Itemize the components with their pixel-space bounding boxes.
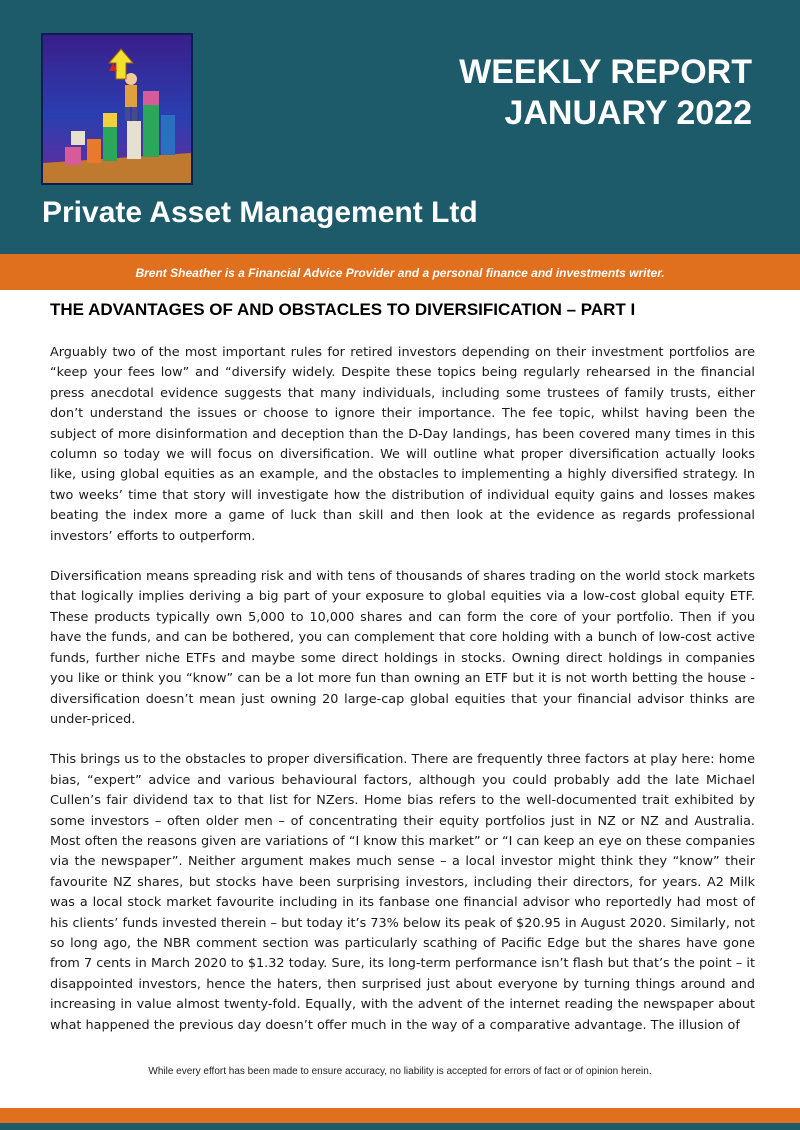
article-paragraph-3: This brings us to the obstacles to proper diversification. There are frequently three factors at play here: home bias, “expert” advice and various behavioural factors, although you could probably add the late Michael Cullen’s fair dividend tax to that list for NZers. Home bias refers to the well-documented trait exhibited by some investors – often older men – of concentrating their equity portfolios just in NZ or NZ and Australia. Most often the reasons given are variations of “I know this market” or “I can keep an eye on these companies via the newspaper”. Neither argument makes much sense – a local investor might think they “know” their favourite NZ shares, but stocks have been surprising investors, including their directors, for years. A2 Milk was a local stock market favourite including in its fanbase one financial advisor who reportedly had most of his clients’ funds invested therein – but today it’s 73% below its peak of $20.95 in August 2020. Similarly, not so long ago, the NBR comment section was particularly scathing of Pacific Edge but the shares have gone from 7 cents in March 2020 to $1.32 today. Sure, its long-term performance isn’t flash but that’s the point – it disappointed investors, hence the haters, then surprised just about everyone by turning things around and increasing in value almost twenty-fold. Equally, with the advent of the internet reading the newspaper about what happened the previous day doesn’t offer much in the way of a comparative advantage. The illusion of: [50, 752, 755, 1033]
article-paragraph-1: Arguably two of the most important rules for retired investors depending on their investment portfolios are “keep your fees low” and “diversify widely. Despite these topics being regularly rehearsed in the financial press anecdotal evidence suggests that many individuals, including some trustees of family trusts, either don’t understand the issues or choose to ignore their importance. The fee topic, whilst having been the subject of more disinformation and deception than the D-Day landings, has been covered many times in this column so today we will focus on diversification. We will outline what proper diversification actually looks like, using global equities as an example, and the obstacles to implementing a highly diversified strategy. In two weeks’ time that story will investigate how the distribution of individual equity gains and losses makes beating the index more a game of luck than skill and then look at the evidence as regards professional investors’ efforts to outperform.: [50, 345, 755, 544]
author-banner: Brent Sheather is a Financial Advice Provider and a personal finance and investments writer.: [0, 254, 800, 290]
report-header: [0, 0, 800, 254]
rising-bar-graph-arrow-icon: [41, 33, 193, 185]
footer-bar: [0, 1108, 800, 1130]
report-title-line-1: WEEKLY REPORT: [459, 53, 752, 91]
article-body: [50, 343, 755, 1056]
report-title: [459, 52, 752, 134]
article-headline: THE ADVANTAGES OF AND OBSTACLES TO DIVERSIFICATION – PART I: [50, 300, 636, 319]
report-title-line-2: JANUARY 2022: [504, 94, 752, 132]
disclaimer: While every effort has been made to ensure accuracy, no liability is accepted for errors of fact or of opinion herein.: [148, 1066, 652, 1077]
article-paragraph-2: Diversification means spreading risk and with tens of thousands of shares trading on the world stock markets that logically implies deriving a big part of your exposure to global equities via a low-cost global equity ETF. These products typically own 5,000 to 10,000 shares and can form the core of your portfolio. Then if you have the funds, and can be bothered, you can complement that core holding with a bunch of low-cost active funds, further niche ETFs and maybe some direct holdings in stocks. Owning direct holdings in companies you like or think you “know” can be a lot more fun than owning an ETF but it is not worth betting the house - diversification doesn’t mean just owning 20 large-cap global equities that your financial advisor thinks are under-priced.: [50, 569, 755, 727]
company-name: Private Asset Management Ltd: [42, 196, 478, 229]
